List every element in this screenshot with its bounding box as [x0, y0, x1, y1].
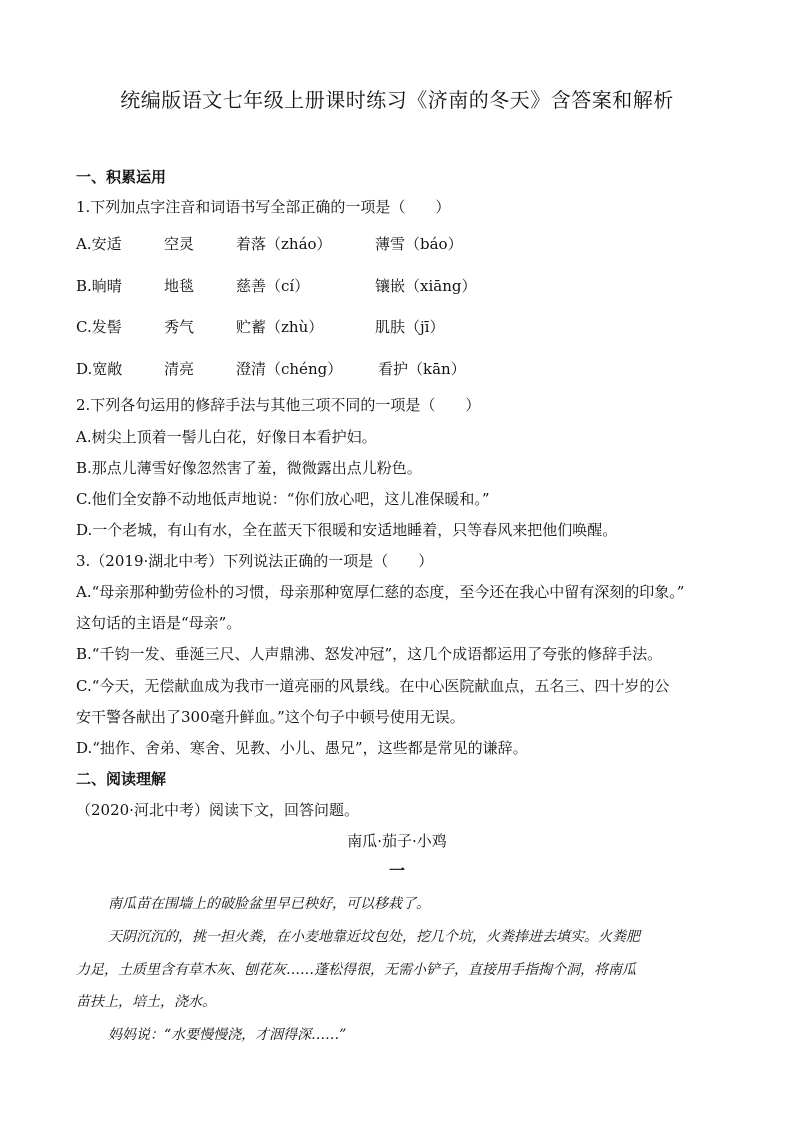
question-2-option-d: D.一个老城，有山有水，全在蓝天下很暖和安适地睡着，只等春风来把他们唤醒。	[76, 521, 618, 539]
question-3-line: 这句话的主语是“母亲”。	[76, 614, 242, 632]
passage-paragraph: 天阴沉沉的，挑一担火粪，在小麦地靠近坟包处，挖几个坑，火粪捧进去填实。火粪肥	[108, 929, 640, 945]
option-cell: B.晌晴	[76, 277, 122, 295]
passage-paragraph: 南瓜苗在围墙上的破脸盆里早已秧好，可以移栽了。	[108, 896, 430, 912]
question-2-option-b: B.那点儿薄雪好像忽然害了羞，微微露出点儿粉色。	[76, 459, 422, 477]
question-3-line: A.“母亲那种勤劳俭朴的习惯，母亲那种宽厚仁慈的态度，至今还在我心中留有深刻的印象。”	[76, 583, 685, 601]
option-cell: 着落（zháo）	[236, 235, 332, 253]
option-cell: 澄清（chéng）	[236, 360, 343, 378]
option-cell: 秀气	[164, 318, 195, 336]
question-3-stem: 3.（2019·湖北中考）下列说法正确的一项是（ ）	[76, 552, 434, 570]
option-cell: 肌肤（jī）	[375, 318, 445, 336]
passage-title: 南瓜·茄子·小鸡	[347, 832, 447, 850]
question-3-line: D.“拙作、舍弟、寒舍、见教、小儿、愚兄”，这些都是常见的谦辞。	[76, 739, 528, 757]
question-3-line: C.“今天，无偿献血成为我市一道亮丽的风景线。在中心医院献血点，五名三、四十岁的公	[76, 677, 670, 695]
question-2-option-c: C.他们全安静不动地低声地说：“你们放心吧，这儿准保暖和。”	[76, 490, 490, 508]
question-2-stem: 2.下列各句运用的修辞手法与其他三项不同的一项是（ ）	[76, 396, 481, 414]
question-1-stem: 1.下列加点字注音和词语书写全部正确的一项是（ ）	[76, 198, 451, 216]
section-heading-accumulation: 一、积累运用	[76, 168, 167, 186]
option-cell: D.宽敞	[76, 360, 123, 378]
passage-paragraph: 苗扶上，培土，浇水。	[76, 994, 216, 1010]
option-cell: 看护（kān）	[378, 360, 466, 378]
option-cell: C.发髻	[76, 318, 122, 336]
document-title: 统编版语文七年级上册课时练习《济南的冬天》含答案和解析	[120, 88, 674, 112]
option-cell: 空灵	[164, 235, 195, 253]
passage-paragraph: 力足，土质里含有草木灰、刨花灰……蓬松得很，无需小铲子，直接用手指掏个洞，将南瓜	[76, 962, 636, 978]
option-cell: 清亮	[164, 360, 195, 378]
passage-part-number: 一	[388, 861, 405, 880]
option-cell: 慈善（cí）	[236, 277, 310, 295]
reading-intro: （2020·河北中考）阅读下文，回答问题。	[76, 801, 359, 819]
option-cell: 薄雪（báo）	[375, 235, 463, 253]
option-cell: 地毯	[164, 277, 195, 295]
section-heading-reading: 二、阅读理解	[76, 770, 167, 788]
option-cell: 镶嵌（xiāng）	[375, 277, 477, 295]
passage-paragraph: 妈妈说：“水要慢慢浇，才洇得深……”	[108, 1027, 347, 1043]
option-cell: 贮蓄（zhù）	[236, 318, 324, 336]
option-cell: A.安适	[76, 235, 122, 253]
question-3-line: 安干警各献出了300毫升鲜血。”这个句子中顿号使用无误。	[76, 708, 465, 726]
question-2-option-a: A.树尖上顶着一髻儿白花，好像日本看护妇。	[76, 428, 377, 446]
question-3-line: B.“千钧一发、垂涎三尺、人声鼎沸、怒发冲冠”，这几个成语都运用了夸张的修辞手法。	[76, 645, 663, 663]
